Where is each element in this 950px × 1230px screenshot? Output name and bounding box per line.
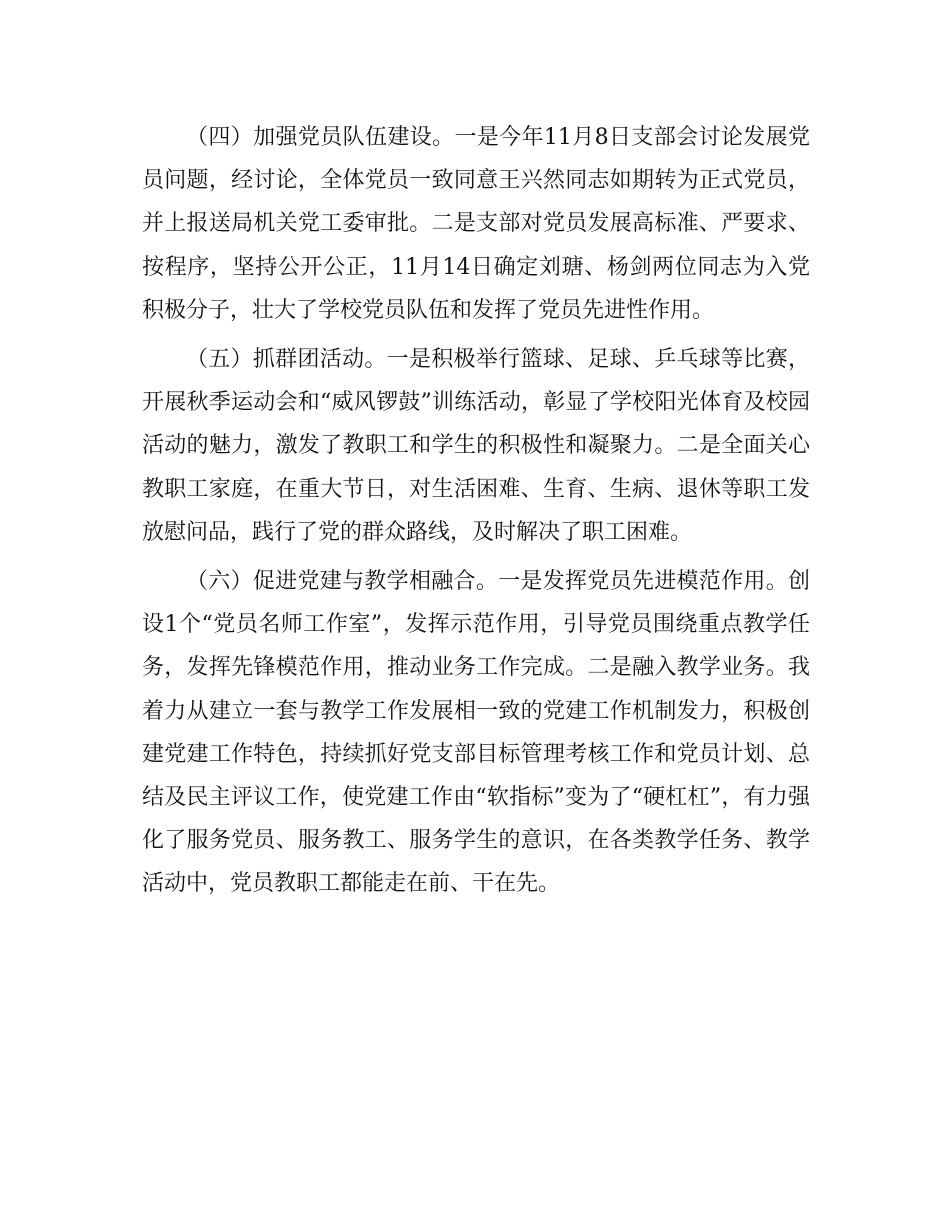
paragraph-party-member-team: （四）加强党员队伍建设。一是今年11月8日支部会讨论发展党员问题，经讨论，全体党员一致同意王兴然同志如期转为正式党员，并上报送局机关党工委审批。二是支部对党员发展高标准、严要求、按程序，坚持公开公正，11月14日确定刘瑭、杨剑两位同志为入党积极分子，壮大了学校党员队伍和发挥了党员先进性作用。 — [142, 125, 810, 323]
paragraph-mass-organization-activities: （五）抓群团活动。一是积极举行篮球、足球、乒乓球等比赛，开展秋季运动会和“威风锣鼓”训练活动，彰显了学校阳光体育及校园活动的魅力，激发了教职工和学生的积极性和凝聚力。二是全面关心教职工家庭，在重大节日，对生活困难、生育、生病、退休等职工发放慰问品，践行了党的群众路线，及时解决了职工困难。 — [142, 347, 810, 545]
document-body — [142, 116, 810, 906]
paragraph-party-building-and-teaching: （六）促进党建与教学相融合。一是发挥党员先进模范作用。创设1个“党员名师工作室”，发挥示范作用，引导党员围绕重点教学任务，发挥先锋模范作用，推动业务工作完成。二是融入教学业务。我着力从建立一套与教学工作发展相一致的党建工作机制发力，积极创建党建工作特色，持续抓好党支部目标管理考核工作和党员计划、总结及民主评议工作，使党建工作由“软指标”变为了“硬杠杠”，有力强化了服务党员、服务教工、服务学生的意识，在各类教学任务、教学活动中，党员教职工都能走在前、干在先。 — [142, 569, 810, 897]
